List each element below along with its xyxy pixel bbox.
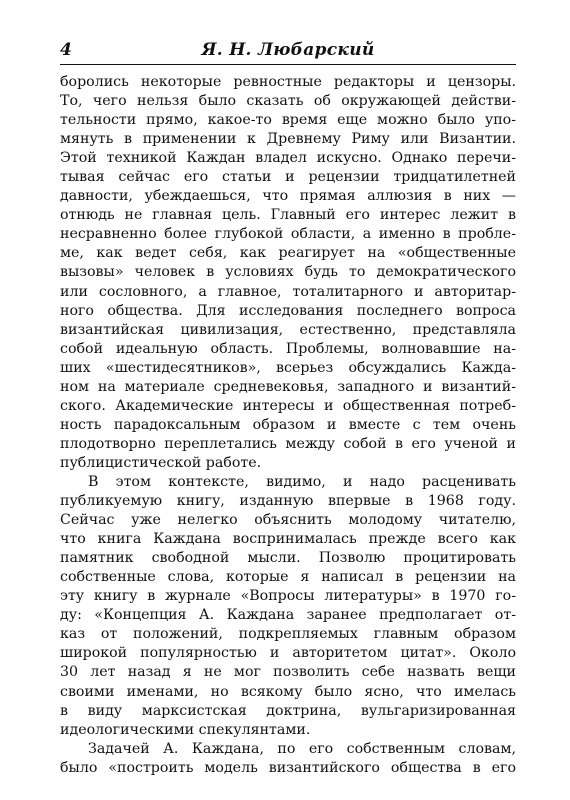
text-line: То, чего нельзя было сказать об окружающей действи-: [60, 93, 516, 110]
text-line: мянуть в применении к Древнему Риму или Византии.: [60, 131, 516, 148]
text-line: Этой техникой Каждан владел искусно. Однако перечи-: [60, 150, 516, 167]
text-line: широкой популярностью и авторитетом цитат». Около: [60, 645, 516, 662]
text-line: своими именами, но всякому было ясно, что имелась: [60, 683, 516, 700]
text-line: Сейчас уже нелегко объяснить молодому читателю,: [60, 512, 516, 529]
text-line: ном на материале средневековья, западного и византий-: [60, 378, 516, 395]
text-line: боролись некоторые ревностные редакторы и цензоры.: [60, 74, 516, 90]
text-line: Задачей А. Каждана, по его собственным словам,: [88, 740, 516, 757]
text-line: вызовы» человек в условиях будь то демократического: [60, 264, 516, 281]
text-line: ме, как ведет себя, как реагирует на «общественные: [60, 245, 516, 262]
text-line: византийская цивилизация, естественно, представляла: [60, 321, 516, 338]
text-line: ского. Академические интересы и общественная потреб-: [60, 397, 516, 414]
text-line: ность парадоксальным образом и вместе с тем очень: [60, 416, 516, 433]
body-text: [60, 73, 516, 778]
text-line: отнюдь не главная цель. Главный его интерес лежит в: [60, 207, 516, 224]
text-line: давности, убеждаешься, что прямая аллюзия в них —: [60, 188, 516, 205]
text-line: или сословного, а главное, тоталитарного и авторитар-: [60, 283, 516, 300]
text-line: было «построить модель византийского общества в его: [60, 759, 516, 776]
text-line: идеологическими спекулянтами.: [60, 721, 311, 738]
text-line: 30 лет назад я не мог позволить себе назвать вещи: [60, 664, 516, 681]
text-line: собой идеальную область. Проблемы, волновавшие на-: [60, 340, 516, 357]
text-line: плодотворно переплетались между собой в его ученой и: [60, 435, 516, 452]
text-line: публикуемую книгу, изданную впервые в 1968 году.: [60, 493, 516, 510]
text-line: В этом контексте, видимо, и надо расценивать: [88, 473, 516, 490]
text-line: ду: «Концепция А. Каждана заранее предполагает от-: [60, 607, 516, 624]
text-line: ного общества. Для исследования последнего вопроса: [60, 302, 516, 319]
text-line: каз от положений, подкрепляемых главным образом: [60, 626, 516, 643]
book-page: [60, 38, 516, 778]
text-line: эту книгу в журнале «Вопросы литературы» в 1970 го-: [60, 588, 516, 605]
text-line: в виду марксистская доктрина, вульгаризированная: [60, 702, 516, 719]
running-head: [60, 38, 516, 65]
page-number: 4: [60, 40, 72, 60]
text-line: тывая сейчас его статьи и рецензии тридцатилетней: [60, 169, 516, 186]
text-line: тельности прямо, какое-то время еще можно было упо-: [60, 112, 516, 129]
text-line: публицистической работе.: [60, 454, 262, 471]
running-head-title: Я. Н. Любарский: [201, 40, 375, 60]
text-line: собственные слова, которые я написал в рецензии на: [60, 569, 516, 586]
text-line: что книга Каждана воспринималась прежде всего как: [60, 531, 516, 548]
text-line: памятник свободной мысли. Позволю процитировать: [60, 550, 516, 567]
text-line: ших «шестидесятников», всерьез обсуждались Кажда-: [60, 359, 516, 376]
text-line: несравненно более глубокой области, а именно в пробле-: [60, 226, 516, 243]
